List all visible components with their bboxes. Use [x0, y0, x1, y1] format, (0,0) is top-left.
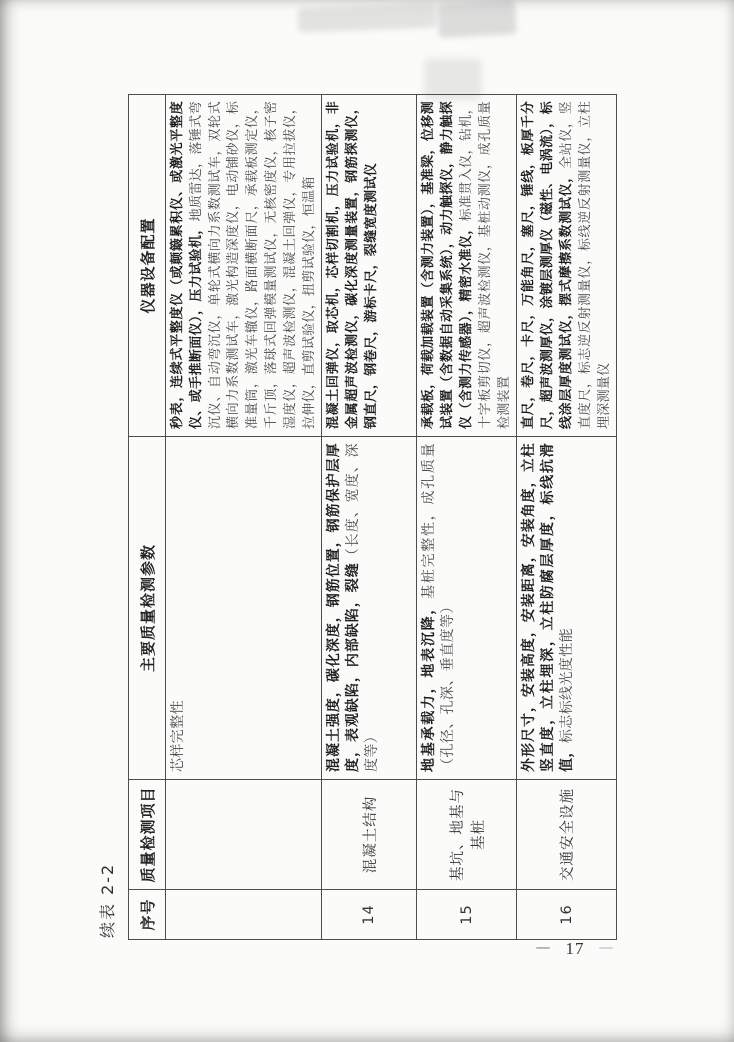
- header-row: [129, 95, 166, 940]
- cell-instrument-configuration: [322, 95, 417, 437]
- text-segment: 标准贯入仪，钻机，十字板剪切仪，超声波检测仪，基桩动测仪，成孔质量检测装置: [458, 101, 512, 429]
- cell-row-number: [166, 890, 322, 940]
- document-content: [95, 95, 612, 940]
- table-title: 续表 2-2: [98, 862, 117, 938]
- text-segment-bold: 地基承载力，地表沉降，: [421, 598, 438, 772]
- col-header-instruments: 仪器设备配置: [129, 95, 166, 437]
- text-segment-bold: 混凝土回弹仪，取芯机，芯样切割机，压力试验机，非金属超声波检测仪，碳化深度测量装置，钢筋探测仪，钢直尺，钢卷尺，游标卡尺，裂缝宽度测试仪: [326, 101, 379, 429]
- table-header: [129, 95, 166, 940]
- page-number: [520, 939, 630, 959]
- text-segment: 芯样完整性: [170, 700, 186, 772]
- text-segment-bold: 承载板，荷载加载装置（含测力装置），基准梁，位移测试装置（含数据自动采集系统），动力触探仪，静力触探仪（含测力传感器），精密水准仪，: [421, 101, 474, 429]
- text-segment-bold: 直尺，卷尺，卡尺，万能角尺，塞尺，锤线，板厚千分尺，超声波测厚仪，涂镀层测厚仪（磁性、电涡流），标线涂层厚度测试仪，摆式摩擦系数测试仪，: [521, 101, 574, 429]
- cell-row-number: 14: [322, 890, 417, 940]
- text-segment-bold: 混凝土强度，碳化深度，钢筋位置，钢筋保护层厚度，表观缺陷，内部缺陷，裂缝: [326, 443, 362, 772]
- page-number-dash-left: —: [535, 938, 552, 956]
- table-row: [517, 95, 617, 940]
- page-number-dash-right: —: [598, 938, 615, 956]
- col-header-item: 质量检测项目: [129, 780, 166, 890]
- cell-inspection-item: 交通安全设施: [517, 780, 617, 890]
- cell-inspection-item: 混凝土结构: [322, 780, 417, 890]
- cell-inspection-item: 基坑、地基与基桩: [417, 780, 517, 890]
- table-row: [166, 95, 322, 940]
- text-segment: 标志标线光度性能: [559, 627, 576, 744]
- text-segment: （长度、宽度、深度等）: [345, 443, 381, 772]
- bleedthrough-artifact: [298, 4, 437, 33]
- table-body: [166, 95, 617, 940]
- cell-quality-parameters: [166, 437, 322, 780]
- cell-row-number: 15: [417, 890, 517, 940]
- text-segment-bold: 秒表，连续式平整度仪（或颠簸累积仪、或激光平整度仪、或手推断面仪），压力试验机，: [170, 101, 204, 429]
- cell-instrument-configuration: [166, 95, 322, 437]
- text-segment-bold: 外形尺寸，安装高度，安装距离，安装角度，立柱竖直度，立柱埋深，立柱防腐层厚度，标线抗滑值，: [521, 443, 576, 772]
- cell-instrument-configuration: [417, 95, 517, 437]
- text-segment: 地质雷达，落锤式弯沉仪、自动弯沉仪，单轮式横向力系数测试车，双轮式横向力系数测试车，激光构造深度仪，电动铺砂仪，标准量筒，激光车辙仪，路面横断面尺，承载板测定仪，千斤顶，落球式回弹模量测试仪，无核密度仪，核子密湿度仪，超声波检测仪，混凝土回弹仪，专用拉拔仪，拉伸仪，直剪试验仪，扭剪试验仪，恒温箱: [188, 101, 317, 429]
- cell-row-number: 16: [517, 890, 617, 940]
- table-row: [322, 95, 417, 940]
- cell-quality-parameters: [417, 437, 517, 780]
- cell-inspection-item: [166, 780, 322, 890]
- col-header-params: 主要质量检测参数: [129, 437, 166, 780]
- col-header-no: 序号: [129, 890, 166, 940]
- rotated-table-block: [95, 95, 612, 940]
- cell-quality-parameters: [322, 437, 417, 780]
- text-segment: 全站仪，竖直度尺，标志逆反射测量仪，标线逆反射测量仪，立柱埋深测量仪: [558, 101, 612, 429]
- cell-instrument-configuration: [517, 95, 617, 437]
- cell-quality-parameters: [517, 437, 617, 780]
- text-segment: 基桩完整性，成孔质量（孔径、孔深、垂直度等）: [421, 443, 457, 772]
- inspection-table: [128, 94, 617, 940]
- table-row: [417, 95, 517, 940]
- bleedthrough-artifact: [437, 0, 517, 38]
- page-number-value: 17: [565, 939, 585, 958]
